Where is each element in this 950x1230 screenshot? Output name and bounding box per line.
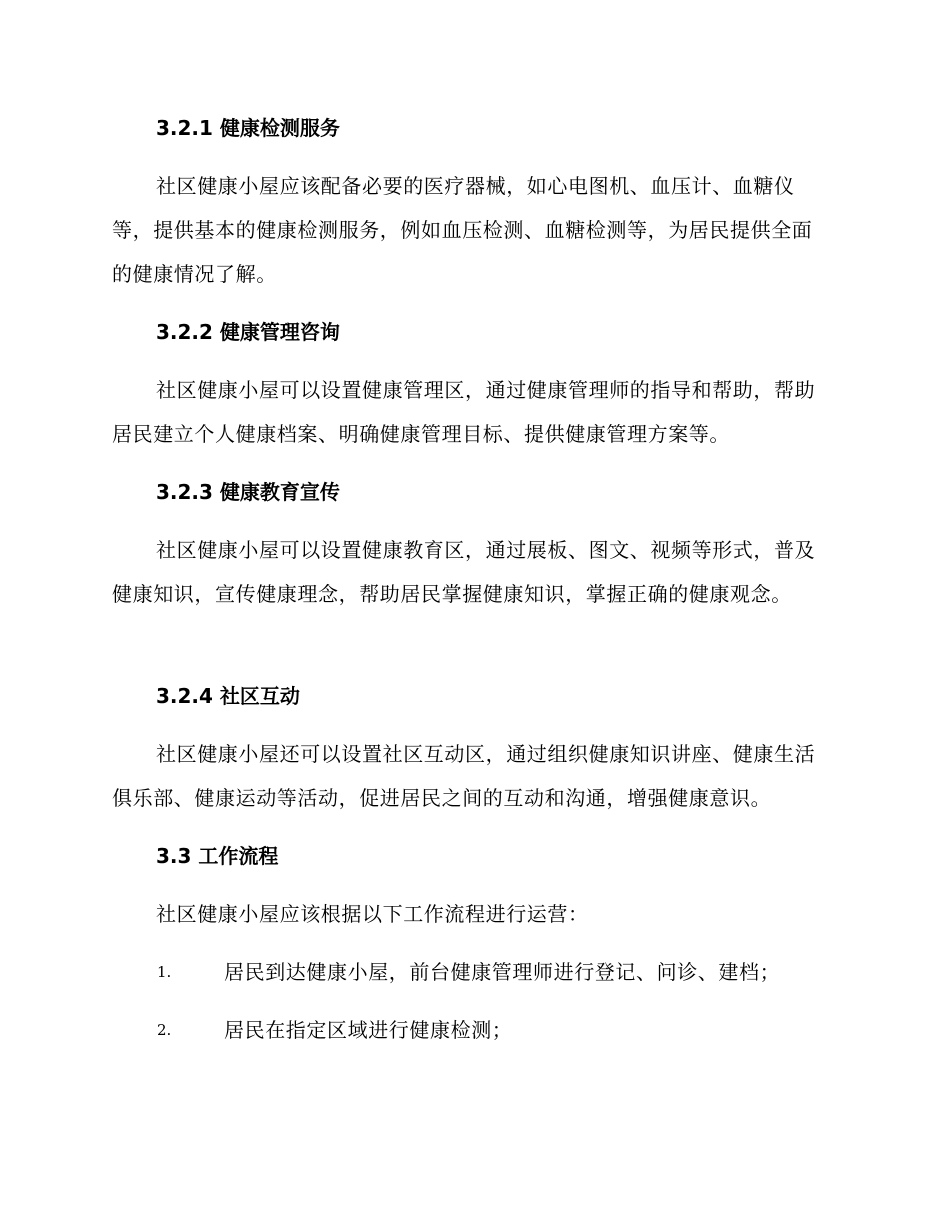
section-heading-3-2-2: 3.2.2 健康管理咨询: [156, 320, 340, 344]
section-heading-3-2-3: 3.2.3 健康教育宣传: [156, 480, 340, 504]
section-body-3-2-2: 社区健康小屋可以设置健康管理区，通过健康管理师的指导和帮助，帮助居民建立个人健康档案、明确健康管理目标、提供健康管理方案等。: [112, 378, 816, 446]
section-heading-3-2-4: 3.2.4 社区互动: [156, 684, 300, 708]
list-item-number: 2.: [157, 1021, 172, 1039]
section-body-3-2-1: 社区健康小屋应该配备必要的医疗器械，如心电图机、血压计、血糖仪等，提供基本的健康检测服务，例如血压检测、血糖检测等，为居民提供全面的健康情况了解。: [112, 174, 813, 286]
section-heading-3-3: 3.3 工作流程: [156, 844, 279, 868]
list-item-text: 居民在指定区域进行健康检测；: [224, 1018, 513, 1042]
workflow-intro: 社区健康小屋应该根据以下工作流程进行运营：: [156, 902, 589, 926]
list-item-text: 居民到达健康小屋，前台健康管理师进行登记、问诊、建档；: [224, 960, 781, 984]
list-item-number: 1.: [157, 963, 172, 981]
section-heading-3-2-1: 3.2.1 健康检测服务: [156, 116, 340, 140]
section-body-3-2-4: 社区健康小屋还可以设置社区互动区，通过组织健康知识讲座、健康生活俱乐部、健康运动等活动，促进居民之间的互动和沟通，增强健康意识。: [112, 742, 816, 810]
section-body-3-2-3: 社区健康小屋可以设置健康教育区，通过展板、图文、视频等形式，普及健康知识，宣传健康理念，帮助居民掌握健康知识，掌握正确的健康观念。: [112, 538, 816, 606]
